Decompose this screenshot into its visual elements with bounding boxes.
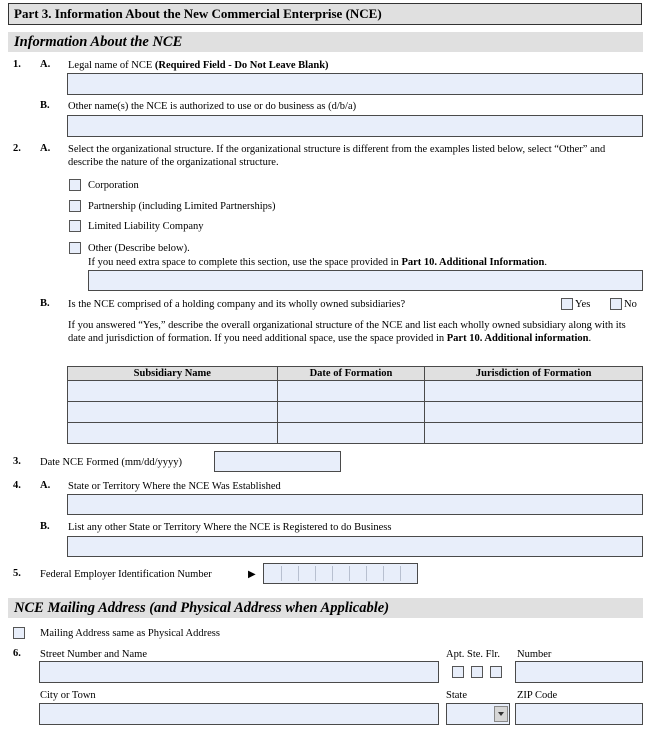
unit-number-input[interactable] — [515, 661, 643, 683]
item-number-4: 4. — [13, 480, 21, 491]
table-row — [68, 402, 643, 423]
no-label: No — [624, 299, 637, 310]
date-of-formation-cell[interactable] — [277, 402, 425, 423]
legal-name-input[interactable] — [67, 73, 643, 95]
state-label: State — [446, 690, 467, 701]
required-field-note: (Required Field - Do Not Leave Blank) — [154, 60, 329, 71]
item-number-6: 6. — [13, 648, 21, 659]
item-letter-2a: A. — [40, 143, 51, 154]
section-title-mailing-address: NCE Mailing Address (and Physical Address when Applicable) — [8, 598, 643, 618]
subsidiary-instructions — [68, 319, 636, 345]
table-row — [68, 381, 643, 402]
item-letter-1b: B. — [40, 100, 50, 111]
section-title-nce-info: Information About the NCE — [8, 32, 643, 52]
state-established-label: State or Territory Where the NCE Was Established — [68, 481, 281, 492]
partnership-checkbox[interactable] — [69, 200, 81, 212]
llc-checkbox[interactable] — [69, 220, 81, 232]
unit-number-label: Number — [517, 649, 552, 660]
no-checkbox[interactable] — [610, 298, 622, 310]
ste-checkbox[interactable] — [471, 666, 483, 678]
city-label: City or Town — [40, 690, 96, 701]
item-number-3: 3. — [13, 456, 21, 467]
extra-space-note — [88, 256, 547, 269]
yes-label: Yes — [575, 299, 591, 310]
subsidiary-name-header: Subsidiary Name — [68, 367, 278, 381]
zip-input[interactable] — [515, 703, 643, 725]
subsidiary-name-cell[interactable] — [68, 381, 278, 402]
part-title: Part 3. Information About the New Commercial Enterprise (NCE) — [8, 3, 642, 25]
street-label: Street Number and Name — [40, 649, 148, 660]
street-input[interactable] — [39, 661, 439, 683]
subsidiary-part10-ref: Part 10. Additional information — [446, 333, 589, 344]
subsidiary-instructions-text: If you answered “Yes,” describe the overall organizational structure of the NCE and list each wholly owned subsidiary along with its date and jurisdiction of formation. If you need additional space, use the space provided in — [68, 320, 626, 344]
jurisdiction-header: Jurisdiction of Formation — [425, 367, 643, 381]
yes-checkbox[interactable] — [561, 298, 573, 310]
holding-company-question: Is the NCE comprised of a holding company and its wholly owned subsidiaries? — [68, 299, 406, 310]
date-formed-label: Date NCE Formed (mm/dd/yyyy) — [40, 457, 183, 468]
subsidiary-name-cell[interactable] — [68, 423, 278, 444]
subsidiary-instructions-end: . — [588, 333, 592, 344]
extra-space-part10-ref: Part 10. Additional Information — [401, 257, 545, 268]
item-letter-4a: A. — [40, 480, 51, 491]
date-of-formation-header: Date of Formation — [277, 367, 425, 381]
item-number-2: 2. — [13, 143, 21, 154]
other-checkbox[interactable] — [69, 242, 81, 254]
item-letter-1a: A. — [40, 59, 51, 70]
jurisdiction-cell[interactable] — [425, 423, 643, 444]
same-address-label: Mailing Address same as Physical Address — [40, 628, 220, 639]
zip-label: ZIP Code — [517, 690, 558, 701]
item-letter-2b: B. — [40, 298, 50, 309]
jurisdiction-cell[interactable] — [425, 381, 643, 402]
subsidiary-table — [67, 366, 643, 444]
partnership-label: Partnership (including Limited Partnerships) — [88, 201, 276, 212]
chevron-down-icon[interactable] — [494, 706, 508, 722]
subsidiary-name-cell[interactable] — [68, 402, 278, 423]
flr-checkbox[interactable] — [490, 666, 502, 678]
corporation-label: Corporation — [88, 180, 139, 191]
fein-digit-dividers — [264, 564, 417, 583]
fein-input[interactable] — [263, 563, 418, 584]
org-structure-instructions: Select the organizational structure. If the organizational structure is different from the examples listed below, select “Other” and describe the nature of the organizational structure. — [68, 144, 606, 168]
table-header-row — [68, 367, 643, 381]
date-of-formation-cell[interactable] — [277, 423, 425, 444]
jurisdiction-cell[interactable] — [425, 402, 643, 423]
fein-label: Federal Employer Identification Number — [40, 569, 212, 580]
other-label: Other (Describe below). — [88, 243, 190, 254]
arrow-right-icon: ▶ — [248, 569, 256, 580]
other-states-label: List any other State or Territory Where the NCE is Registered to do Business — [68, 522, 392, 533]
same-address-checkbox[interactable] — [13, 627, 25, 639]
extra-space-note-end: . — [544, 257, 547, 268]
other-description-input[interactable] — [88, 270, 643, 291]
state-select[interactable] — [446, 703, 510, 725]
date-of-formation-cell[interactable] — [277, 381, 425, 402]
apt-checkbox[interactable] — [452, 666, 464, 678]
chevron-down-glyph — [495, 707, 507, 721]
extra-space-note-text: If you need extra space to complete this section, use the space provided in — [88, 257, 402, 268]
corporation-checkbox[interactable] — [69, 179, 81, 191]
other-states-input[interactable] — [67, 536, 643, 557]
legal-name-label — [68, 59, 329, 72]
llc-label: Limited Liability Company — [88, 221, 204, 232]
apt-ste-flr-label: Apt. Ste. Flr. — [446, 649, 500, 660]
table-row — [68, 423, 643, 444]
dba-input[interactable] — [67, 115, 643, 137]
item-number-5: 5. — [13, 568, 21, 579]
dba-label: Other name(s) the NCE is authorized to use or do business as (d/b/a) — [68, 101, 357, 112]
item-letter-4b: B. — [40, 521, 50, 532]
date-formed-input[interactable] — [214, 451, 341, 472]
legal-name-label-text: Legal name of NCE — [68, 60, 155, 71]
city-input[interactable] — [39, 703, 439, 725]
item-number-1: 1. — [13, 59, 21, 70]
state-established-input[interactable] — [67, 494, 643, 515]
